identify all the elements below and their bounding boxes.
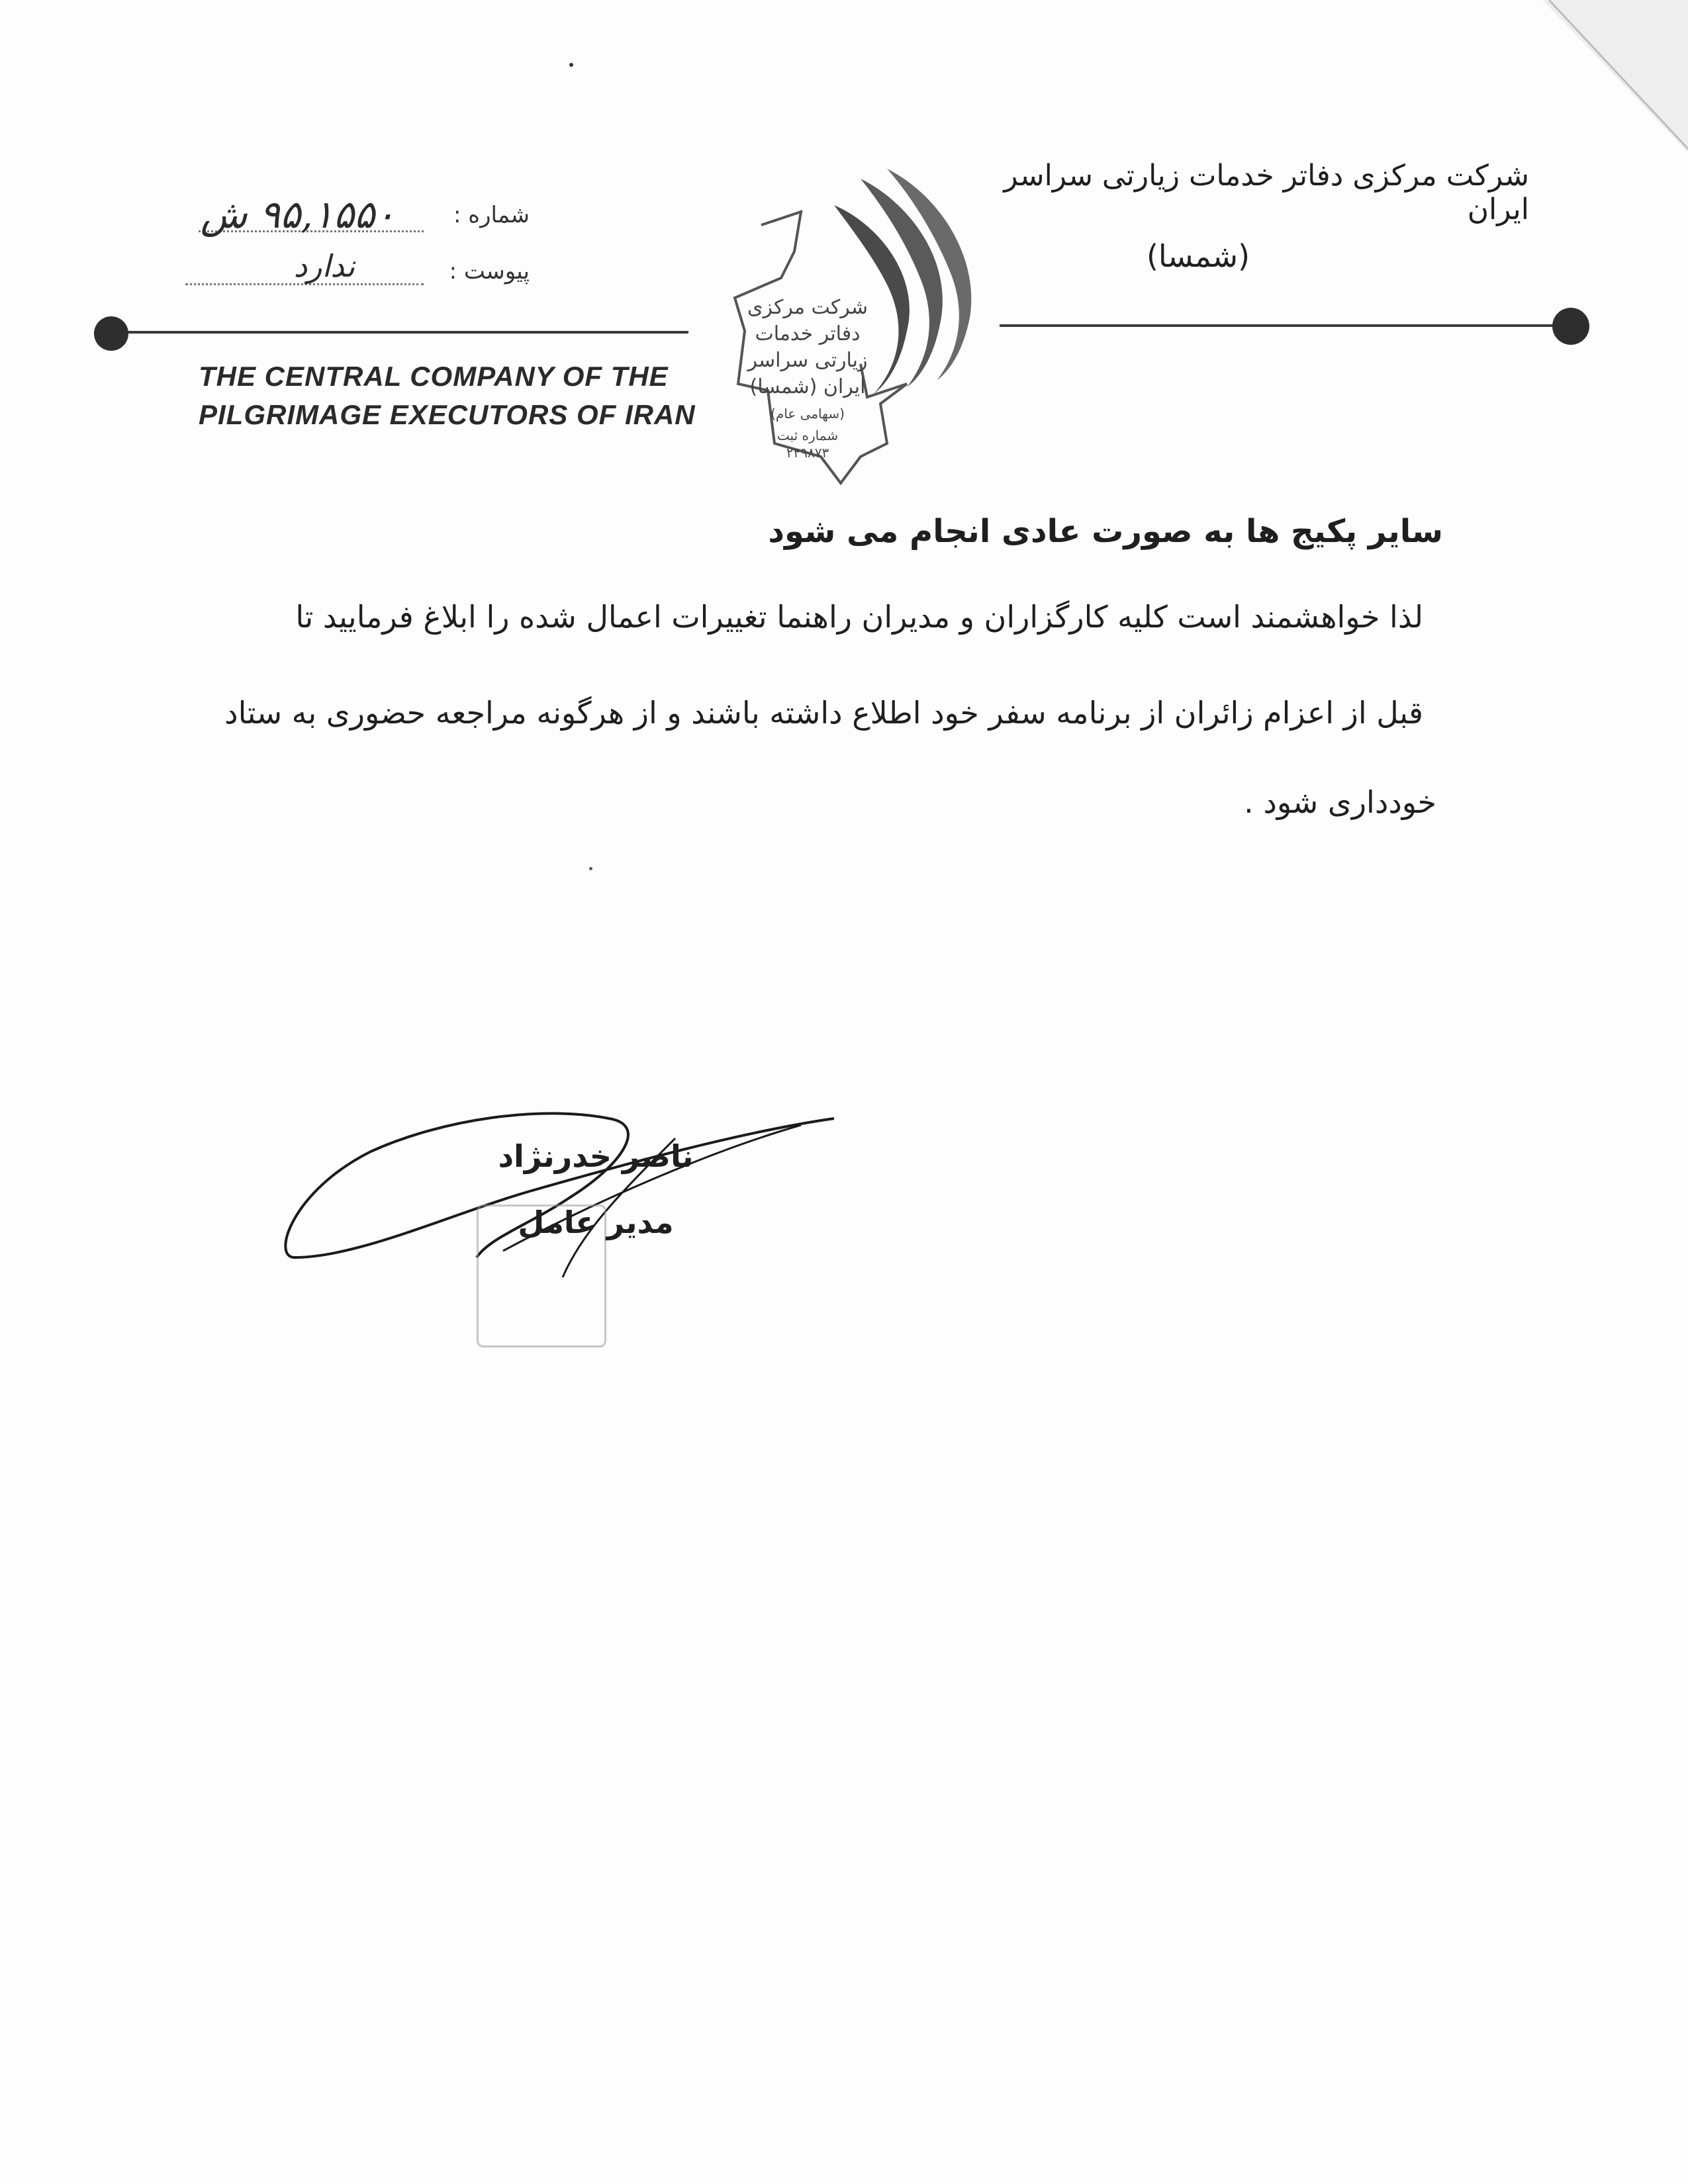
- company-name-en-line2: PILGRIMAGE EXECUTORS OF IRAN: [199, 399, 696, 430]
- logo-line-1: شرکت مرکزی: [747, 296, 868, 319]
- logo-line-2: دفاتر خدمات: [755, 322, 861, 345]
- body-line-2: قبل از اعزام زائران از برنامه سفر خود اطلاع داشته باشند و از هرگونه مراجعه حضوری به ستاد: [224, 695, 1423, 731]
- header-rule-left: [113, 331, 688, 334]
- number-value: ۹۵,۱۵۵۰ ش: [200, 192, 396, 237]
- company-name-en-line1: THE CENTRAL COMPANY OF THE: [199, 361, 669, 392]
- company-name-fa: شرکت مرکزی دفاتر خدمات زیارتی سراسر ایران: [1004, 159, 1529, 226]
- logo-registration-label: شماره ثبت: [776, 428, 839, 443]
- logo-line-4: ایران (شمسا): [749, 375, 866, 398]
- scan-speck: [569, 63, 573, 67]
- company-name-en: [199, 357, 702, 434]
- logo-registration-number: ۲۴۹۸۷۳: [786, 445, 829, 461]
- signature-block: [278, 1059, 874, 1363]
- scan-speck: [589, 867, 592, 870]
- header-rule-right-dot: [1552, 308, 1589, 345]
- body-heading: سایر پکیج ها به صورت عادی انجام می شود: [768, 513, 1443, 550]
- logo-line-3: زیارتی سراسر: [747, 349, 868, 372]
- logo-line-5: (سهامی عام): [771, 406, 845, 422]
- body-line-1: لذا خواهشمند است کلیه کارگزاران و مدیران راهنما تغییرات اعمال شده را ابلاغ فرمایید تا: [295, 599, 1423, 635]
- company-logo: [708, 165, 1000, 490]
- number-label: شماره :: [453, 202, 530, 228]
- header-rule-right: [1000, 324, 1569, 327]
- logo-text: [722, 295, 894, 461]
- page-corner-fold: [1542, 0, 1688, 159]
- body-line-3: خودداری شود .: [1244, 784, 1436, 820]
- company-short-name: (شمسا): [1146, 238, 1250, 274]
- header-rule-left-dot: [94, 316, 128, 351]
- signatory-name: ناصر خدرنژاد: [498, 1138, 694, 1174]
- attachment-label: پیوست :: [449, 258, 530, 285]
- attachment-value: ندارد: [293, 248, 355, 284]
- signatory-title: مدیر عامل: [518, 1205, 674, 1240]
